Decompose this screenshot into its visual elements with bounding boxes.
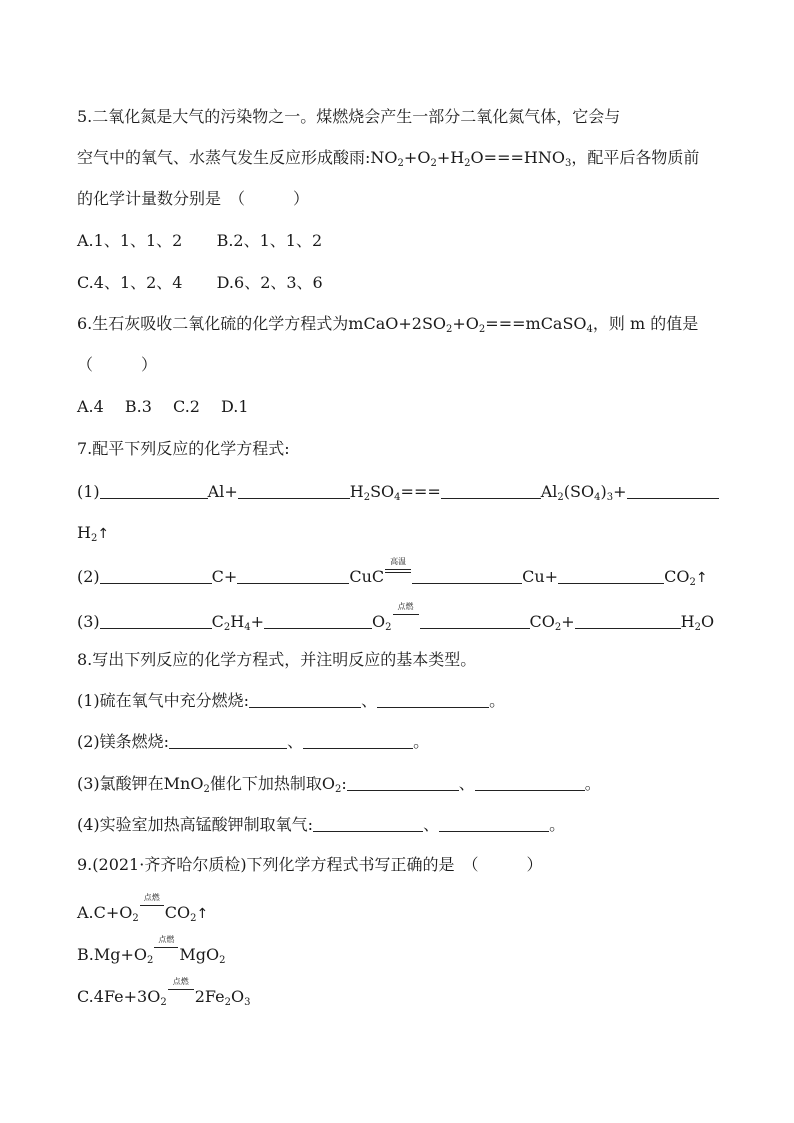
blank[interactable] (412, 567, 522, 584)
blank[interactable] (377, 691, 489, 708)
q7-title: 7.配平下列反应的化学方程式: (77, 439, 290, 458)
q5-options-row1 (77, 230, 322, 252)
up-arrow-icon: ↑ (695, 570, 708, 586)
up-arrow-icon: ↑ (196, 906, 209, 922)
q8-sub3-mid: 催化下加热制取 (209, 774, 322, 793)
blank[interactable] (100, 482, 208, 499)
q9-option-c-text: C.4Fe+3O (77, 987, 161, 1006)
q7-eq1-cont: $H_2↑$ (77, 523, 110, 544)
q5-option-a: A.1、1、1、2 (77, 231, 183, 250)
q5-options-row2 (77, 272, 323, 294)
separator: 、 (423, 815, 440, 834)
q6-line2: （ ） (77, 355, 158, 374)
up-arrow-icon: ↑ (97, 526, 110, 542)
q6-line1 (77, 313, 698, 335)
q9-title: 9.(2021·齐齐哈尔质检)下列化学方程式书写正确的是 （ ） (77, 855, 543, 874)
blank[interactable] (420, 612, 530, 629)
q9-option-a-text: A.C+O (77, 903, 133, 922)
period: 。 (413, 732, 430, 751)
q8-sub1 (77, 690, 505, 712)
q7-eq2-number: (2) (77, 567, 100, 586)
q5-option-c: C.4、1、2、4 (77, 273, 183, 292)
q8-sub3: (3)氯酸钾在MnO$_2$催化下加热制取$O_2$: 、 。 (77, 774, 601, 795)
q7-eq3-number: (3) (77, 612, 100, 631)
q5-option-d: D.6、2、3、6 (216, 273, 323, 292)
q6-equation: $mCaO+2SO_2+O_2===mCaSO_4$ (348, 314, 593, 335)
q9-option-b-text: B.Mg+O (77, 945, 147, 964)
separator: 、 (287, 732, 304, 751)
period: 。 (549, 815, 566, 834)
q5-line1: 5.二氧化氮是大气的污染物之一。煤燃烧会产生一部分二氧化氮气体，它会与 (77, 107, 621, 126)
blank[interactable] (475, 774, 585, 791)
blank[interactable] (169, 732, 287, 749)
q7-eq2: (2) C+ CuC 高温 $Cu+ CO_2↑$ (77, 557, 708, 588)
q8-sub4-text: (4)实验室加热高锰酸钾制取氧气: (77, 815, 314, 834)
reaction-condition: 点燃 (140, 904, 164, 920)
q8-sub2-text: (2)镁条燃烧: (77, 732, 170, 751)
blank[interactable] (100, 612, 212, 629)
blank[interactable] (439, 815, 549, 832)
separator: 、 (361, 691, 378, 710)
blank[interactable] (100, 567, 212, 584)
reaction-condition: 点燃 (154, 946, 178, 962)
blank[interactable] (347, 774, 459, 791)
q8-sub2 (77, 731, 429, 753)
separator: 、 (458, 774, 475, 793)
q7-eq3: (3) $C_2H_4+ O_2$ 点燃 $CO_2+ H_2O$ (77, 602, 715, 633)
q8-sub3-text: (3)氯酸钾在 (77, 774, 164, 793)
blank[interactable] (558, 567, 664, 584)
q9-option-a: $A.C+O_2$ 点燃 $CO_2↑$ (77, 893, 209, 924)
blank[interactable] (303, 732, 413, 749)
q7-eq1: (1) $Al+ H_2SO_4=== Al_2(SO_4)_3+$ (77, 481, 719, 503)
reaction-condition: 高温 (385, 568, 411, 584)
reaction-condition: 点燃 (393, 613, 419, 629)
q6-options: A.4 B.3 C.2 D.1 (77, 397, 249, 416)
blank[interactable] (264, 612, 372, 629)
period: 。 (584, 774, 601, 793)
blank[interactable] (249, 691, 361, 708)
q5-line2-suffix: ，配平后各物质前 (571, 148, 700, 167)
q5-line3: 的化学计量数分别是 （ ） (77, 189, 310, 208)
q5-line2-text: 空气中的氧气、水蒸气发生反应形成酸雨: (77, 148, 371, 167)
q6-line1-text: 6.生石灰吸收二氧化硫的化学方程式为 (77, 314, 349, 333)
q5-equation: $NO_2+O_2+H_2O===HNO_3$ (370, 148, 572, 169)
colon: : (341, 774, 347, 793)
q7-eq1-number: (1) (77, 482, 100, 501)
q8-title: 8.写出下列反应的化学方程式，并注明反应的基本类型。 (77, 650, 477, 669)
blank[interactable] (575, 612, 681, 629)
q6-line1-suffix: ，则 m 的值是 (592, 314, 699, 333)
q5-option-b: B.2、1、1、2 (216, 231, 323, 250)
blank[interactable] (313, 815, 423, 832)
blank[interactable] (237, 567, 349, 584)
blank[interactable] (238, 482, 350, 499)
blank[interactable] (627, 482, 719, 499)
q9-option-c: $C.4Fe+3O_2$ 点燃 $2Fe_2O_3$ (77, 977, 251, 1008)
q5-line2 (77, 147, 699, 169)
q8-sub4 (77, 814, 565, 836)
reaction-condition: 点燃 (168, 988, 194, 1004)
blank[interactable] (441, 482, 541, 499)
q8-sub1-text: (1)硫在氧气中充分燃烧: (77, 691, 250, 710)
q9-option-b: $B.Mg+O_2$ 点燃 MgO$_2$ (77, 935, 226, 966)
period: 。 (489, 691, 506, 710)
